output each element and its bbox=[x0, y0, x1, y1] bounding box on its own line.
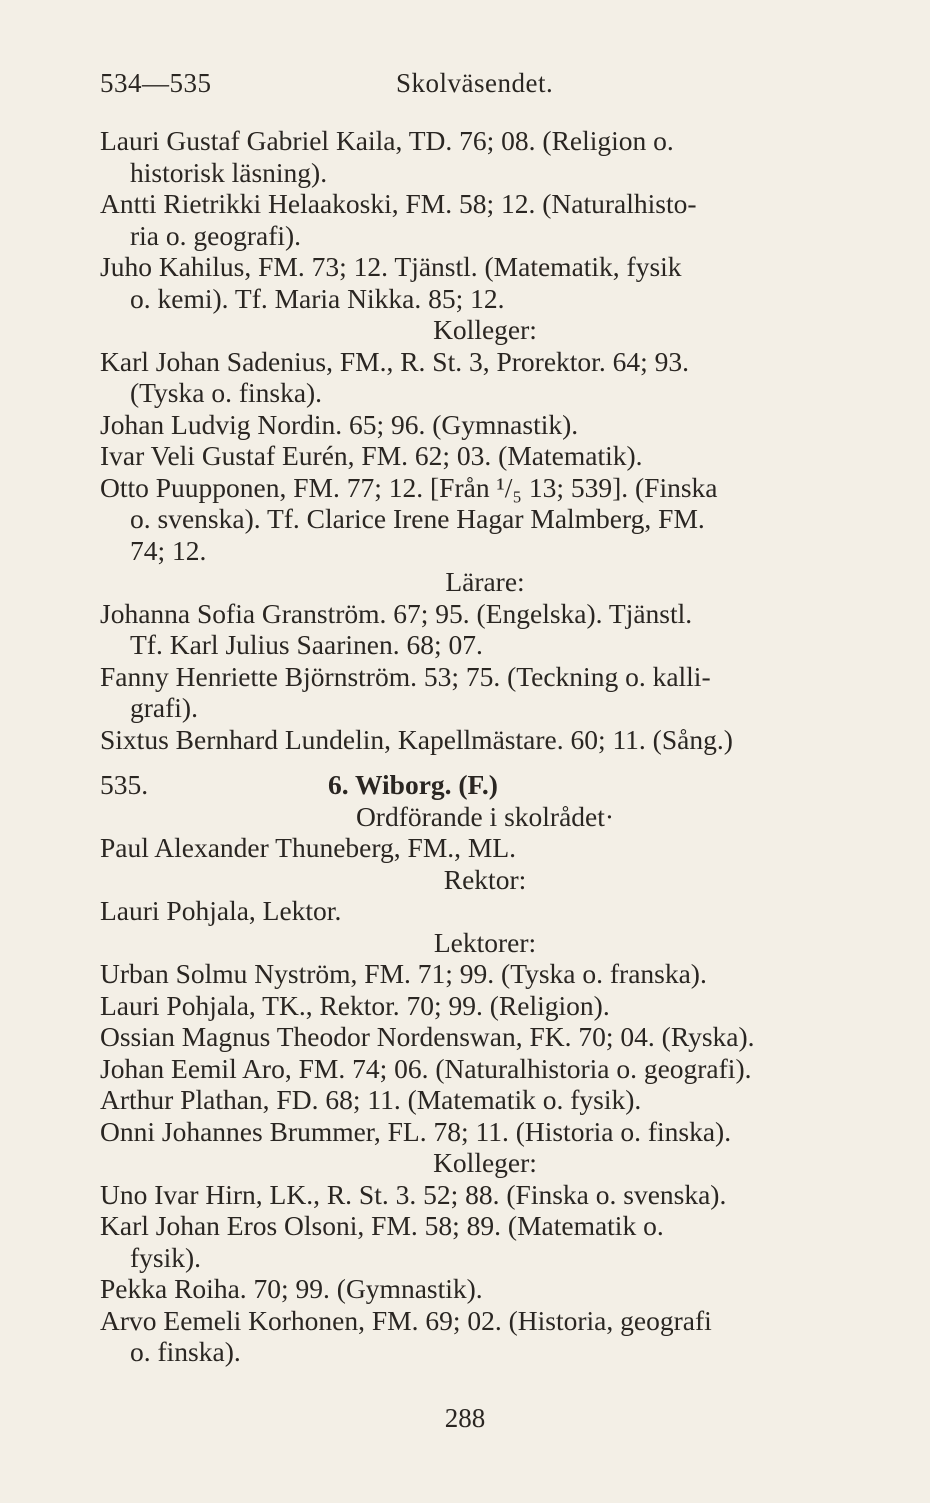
text-line: Arvo Eemeli Korhonen, FM. 69; 02. (Historia, geografi bbox=[100, 1304, 712, 1336]
text-line: Urban Solmu Nyström, FM. 71; 99. (Tyska o. franska). bbox=[100, 958, 707, 989]
text-line: Johan Eemil Aro, FM. 74; 06. (Naturalhistoria o. geografi). bbox=[100, 1052, 752, 1084]
text-line: ria o. geografi). bbox=[130, 219, 302, 251]
text-line: Karl Johan Eros Olsoni, FM. 58; 89. (Matematik o. bbox=[100, 1210, 664, 1241]
text-line: fysik). bbox=[130, 1241, 202, 1273]
text-line: o. finska). bbox=[130, 1336, 241, 1367]
text-line: Onni Johannes Brummer, FL. 78; 11. (Historia o. finska). bbox=[100, 1115, 732, 1147]
text-line: (Tyska o. finska). bbox=[130, 377, 323, 408]
text-line: Antti Rietrikki Helaakoski, FM. 58; 12. (Naturalhisto- bbox=[100, 188, 697, 219]
text-line: Fanny Henriette Björnström. 53; 75. (Teckning o. kalli- bbox=[100, 660, 711, 692]
section-heading bbox=[100, 769, 870, 801]
running-title: Skolväsendet. bbox=[396, 68, 554, 98]
subheading-lektorer: Lektorer: bbox=[433, 926, 537, 958]
page-number: 288 bbox=[444, 1403, 486, 1433]
text-line: Juho Kahilus, FM. 73; 12. Tjänstl. (Matematik, fysik bbox=[100, 251, 682, 282]
subheading-kolleger: Kolleger: bbox=[433, 314, 537, 345]
section-name: 6. Wiborg. (F.) bbox=[328, 769, 498, 800]
subheading-ordforande: Ordförande i skolrådet· bbox=[355, 800, 615, 832]
text-line: Karl Johan Sadenius, FM., R. St. 3, Prorektor. 64; 93. bbox=[100, 345, 689, 377]
page-body bbox=[100, 125, 870, 1368]
text-line: Ossian Magnus Theodor Nordenswan, FK. 70; 04. (Ryska). bbox=[100, 1021, 755, 1052]
text-line: o. kemi). Tf. Maria Nikka. 85; 12. bbox=[130, 282, 505, 314]
text-line: grafi). bbox=[130, 692, 198, 723]
text-line: Sixtus Bernhard Lundelin, Kapellmästare. 60; 11. (Sång.) bbox=[100, 723, 733, 755]
text-line: historisk läsning). bbox=[130, 156, 328, 188]
section-number: 535. bbox=[100, 769, 149, 800]
text-line: Lauri Pohjala, Lektor. bbox=[100, 895, 342, 926]
text-line: Arthur Plathan, FD. 68; 11. (Matematik o. fysik). bbox=[100, 1084, 642, 1115]
text-line: 74; 12. bbox=[130, 534, 207, 566]
subheading-rektor: Rektor: bbox=[443, 863, 527, 895]
text-line: Uno Ivar Hirn, LK., R. St. 3. 52; 88. (Finska o. svenska). bbox=[100, 1178, 727, 1210]
page-range: 534—535 bbox=[100, 68, 212, 98]
text-line: Johanna Sofia Granström. 67; 95. (Engelska). Tjänstl. bbox=[100, 597, 693, 629]
text-line: Lauri Gustaf Gabriel Kaila, TD. 76; 08. (Religion o. bbox=[100, 125, 674, 156]
text-line: o. svenska). Tf. Clarice Irene Hagar Malmberg, FM. bbox=[130, 503, 705, 534]
subheading-kolleger: Kolleger: bbox=[433, 1147, 537, 1178]
text-line: Tf. Karl Julius Saarinen. 68; 07. bbox=[130, 629, 483, 660]
text-line: Ivar Veli Gustaf Eurén, FM. 62; 03. (Matematik). bbox=[100, 440, 643, 471]
text-line: Lauri Pohjala, TK., Rektor. 70; 99. (Religion). bbox=[100, 989, 610, 1021]
subheading-larare: Lärare: bbox=[445, 566, 525, 597]
text-line: Paul Alexander Thuneberg, FM., ML. bbox=[100, 832, 517, 863]
text-line: Pekka Roiha. 70; 99. (Gymnastik). bbox=[100, 1273, 483, 1304]
page-header bbox=[100, 68, 860, 108]
text-line: Johan Ludvig Nordin. 65; 96. (Gymnastik). bbox=[100, 408, 579, 440]
text-line: Otto Puupponen, FM. 77; 12. [Från ¹/₅ 13; 539]. (Finska bbox=[100, 471, 718, 503]
